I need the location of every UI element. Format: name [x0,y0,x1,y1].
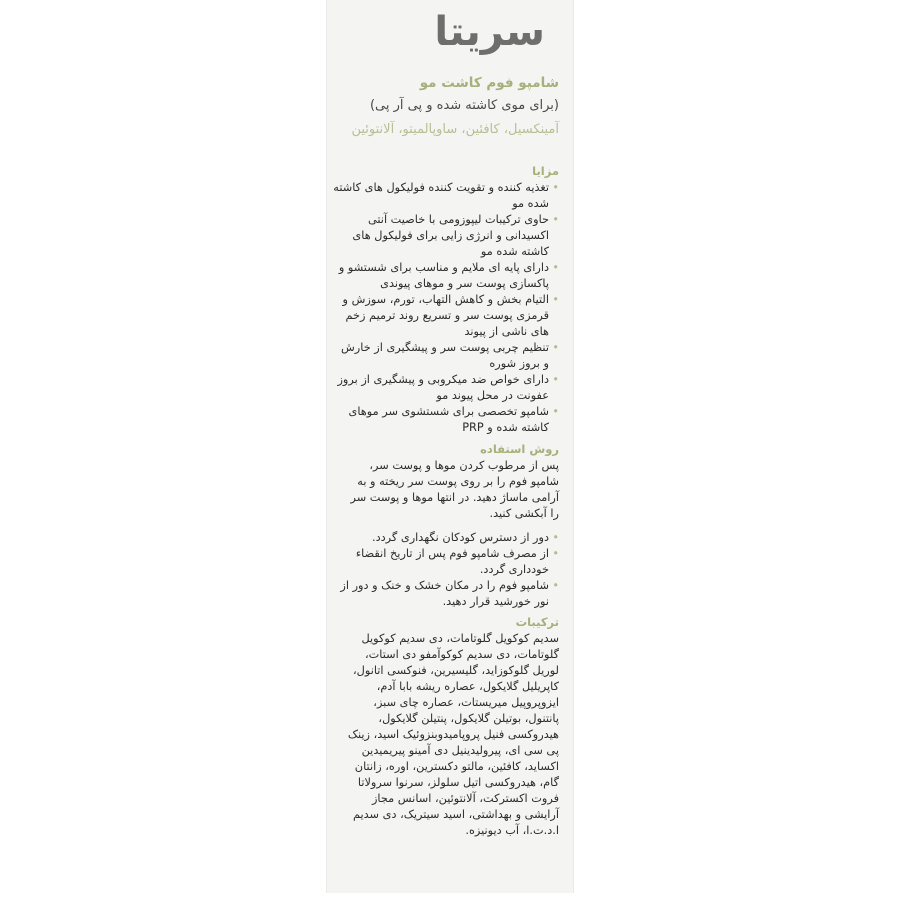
product-box-side-panel [326,0,574,893]
list-item: • شامپو تخصصی برای شستشوی سر موهای کاشته شده و PRP [333,404,559,436]
list-item: • از مصرف شامپو فوم پس از تاریخ انقضاء خودداری گردد. [333,546,559,578]
list-item: • دارای خواص ضد میکروبی و پیشگیری از بروز عفونت در محل پیوند مو [333,372,559,404]
key-ingredients: آمینکسیل، کافئین، ساوپالمیتو، آلانتوئین [351,122,559,137]
composition-text: سدیم کوکویل گلوتامات، دی سدیم کوکویل گلوتامات، دی سدیم کوکوآمفو دی استات، لوریل گلوکوزاید، گلیسیرین، فنوکسی اتانول، کاپریلیل گلایکول، عصاره ریشه بابا آدم، ایزوپروپیل میریستات، عصاره چای سبز، پانتنول، بوتیلن گلایکول، پنتیلن گلایکول، هیدروکسی فنیل پروپامیدوبنزوئیک اسید، زینک پی سی ای، پیرولیدینیل دی آمینو پیریمیدین اکساید، کافئین، مالتو دکسترین، اوره، زانتان گام، هیدروکسی اتیل سلولز، سرنوا سرولاتا فروت اکسترکت، آلانتوئین، اسانس مجاز آرایشی و بهداشتی، اسید سیتریک، دی سدیم ا.د.ت.ا، آب دیونیزه. [347,632,559,837]
list-item: • التیام بخش و کاهش التهاب، تورم، سوزش و قرمزی پوست سر و تسریع روند ترمیم زخم های ناشی از پیوند [333,292,559,340]
list-item: • شامپو فوم را در مکان خشک و خنک و دور از نور خورشید قرار دهید. [333,578,559,610]
list-item: • تنظیم چربی پوست سر و پیشگیری از خارش و بروز شوره [333,340,559,372]
brand-logo: سریتا [434,9,545,55]
usage-heading: روش استفاده [480,442,559,456]
list-item: • حاوی ترکیبات لیپوزومی با خاصیت آنتی اکسیدانی و انرژی زایی برای فولیکول های کاشته شده مو [333,212,559,260]
benefits-heading: مزایا [532,164,559,178]
product-subtitle: (برای موی کاشته شده و پی آر پی) [369,98,559,113]
list-item: • دور از دسترس کودکان نگهداری گردد. [333,530,559,546]
list-item: • دارای پایه ای ملایم و مناسب برای شستشو و پاکسازی پوست سر و موهای پیوندی [333,260,559,292]
list-item: • تغذیه کننده و تقویت کننده فولیکول های کاشته شده مو [333,180,559,212]
product-title: شامپو فوم کاشت مو [419,75,559,91]
warnings-list [333,530,559,610]
composition-heading: ترکیبات [515,615,559,629]
usage-text: پس از مرطوب کردن موها و پوست سر، شامپو فوم را بر روی پوست سر ریخته و به آرامی ماساژ دهید. در انتها موها و پوست سر را آبکشی کنید. [350,459,559,520]
benefits-list [333,180,559,436]
